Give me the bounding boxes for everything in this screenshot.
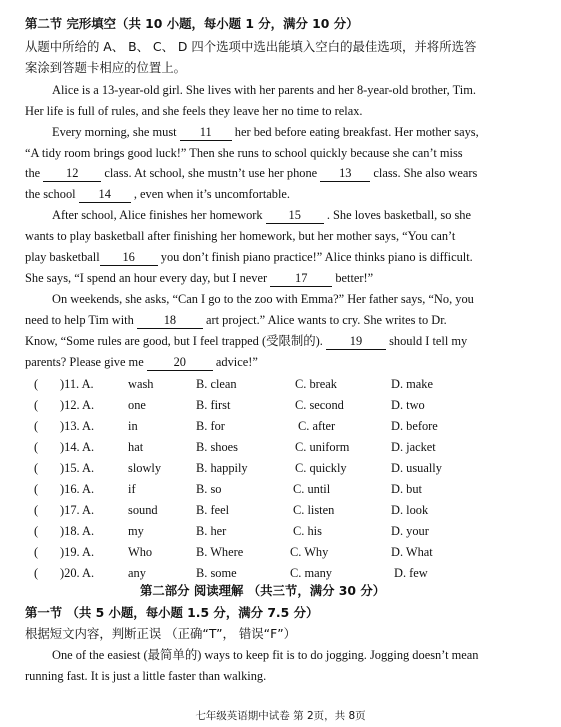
question-row bbox=[0, 542, 561, 562]
question-number: )16. A. bbox=[60, 482, 95, 496]
option-c: C. after bbox=[298, 419, 336, 433]
option-b: B. her bbox=[196, 524, 227, 538]
blank-17: 17 bbox=[270, 271, 332, 287]
option-c: C. Why bbox=[290, 545, 329, 559]
passage-line: On weekends, she asks, “Can I go to the zoo with Emma?” Her father says, “No, you bbox=[52, 292, 474, 306]
option-d: D. look bbox=[391, 503, 429, 517]
answer-paren: ( bbox=[34, 482, 39, 496]
option-a: in bbox=[128, 419, 138, 433]
blank-11: 11 bbox=[180, 125, 232, 141]
passage-line: wants to play basketball after finishing her homework, but her mother says, “You can’t bbox=[25, 229, 456, 243]
passage-line: Her life is full of rules, and she feels they leave her no time to relax. bbox=[25, 104, 363, 118]
question-number: )11. A. bbox=[60, 377, 94, 391]
passage-text: She says, “I spend an hour every day, but I never bbox=[25, 271, 268, 285]
option-b: B. for bbox=[196, 419, 225, 433]
question-number: )14. A. bbox=[60, 440, 95, 454]
option-b: B. so bbox=[196, 482, 222, 496]
passage-text: the bbox=[25, 166, 41, 180]
passage-line bbox=[25, 352, 258, 373]
question-row bbox=[0, 479, 561, 499]
passage-text: should I tell my bbox=[389, 334, 468, 348]
blank-12: 12 bbox=[43, 166, 101, 182]
passage-text: , even when it’s uncomfortable. bbox=[133, 187, 291, 201]
part2-title: 第二部分 阅读理解 （共三节，满分 30 分） bbox=[140, 583, 386, 598]
section2-title: 第二节 完形填空（共 10 小题，每小题 1 分，满分 10 分） bbox=[25, 16, 359, 31]
passage-text: her bed before eating breakfast. Her mother says, bbox=[234, 125, 479, 139]
option-b: B. some bbox=[196, 566, 237, 580]
question-row bbox=[0, 500, 561, 520]
option-d: D. before bbox=[391, 419, 438, 433]
question-number: )20. A. bbox=[60, 566, 95, 580]
question-row bbox=[0, 437, 561, 457]
passage-text: the school bbox=[25, 187, 76, 201]
option-a: slowly bbox=[128, 461, 162, 475]
option-b: B. Where bbox=[196, 545, 244, 559]
passage-text: After school, Alice finishes her homework bbox=[52, 208, 263, 222]
option-b: B. feel bbox=[196, 503, 230, 517]
answer-paren: ( bbox=[34, 461, 39, 475]
passage-text: Every morning, she must bbox=[52, 125, 177, 139]
answer-paren: ( bbox=[34, 524, 39, 538]
option-b: B. clean bbox=[196, 377, 237, 391]
passage-line: “A tidy room brings good luck!” Then she runs to school quickly because she can’t miss bbox=[25, 146, 463, 160]
passage-line bbox=[25, 184, 290, 205]
blank-18: 18 bbox=[137, 313, 203, 329]
option-a: one bbox=[128, 398, 146, 412]
passage-text: Know, “Some rules are good, but I feel trapped (受限制的). bbox=[25, 334, 323, 348]
option-d: D. but bbox=[391, 482, 422, 496]
passage-line bbox=[52, 205, 471, 226]
question-row bbox=[0, 374, 561, 394]
answer-paren: ( bbox=[34, 545, 39, 559]
question-row bbox=[0, 563, 561, 583]
passage-text: you don’t finish piano practice!” Alice thinks piano is difficult. bbox=[160, 250, 473, 264]
instructions-line-1: 从题中所给的 A、 B、 C、 D 四个选项中选出能填入空白的最佳选项，并将所选答 bbox=[25, 39, 477, 54]
section1-instructions: 根据短文内容，判断正误 （正确“T”， 错误“F”） bbox=[25, 626, 297, 641]
passage-text: better!” bbox=[335, 271, 374, 285]
blank-13: 13 bbox=[320, 166, 370, 182]
option-c: C. break bbox=[295, 377, 337, 391]
answer-paren: ( bbox=[34, 377, 39, 391]
passage-text: need to help Tim with bbox=[25, 313, 134, 327]
option-d: D. What bbox=[391, 545, 433, 559]
passage-text: play basketball bbox=[25, 250, 100, 264]
option-c: C. until bbox=[293, 482, 331, 496]
option-c: C. his bbox=[293, 524, 322, 538]
passage-text: . She loves basketball, so she bbox=[326, 208, 472, 222]
option-c: C. uniform bbox=[295, 440, 350, 454]
option-d: D. usually bbox=[391, 461, 442, 475]
option-c: C. listen bbox=[293, 503, 335, 517]
answer-paren: ( bbox=[34, 440, 39, 454]
question-row bbox=[0, 458, 561, 478]
option-a: Who bbox=[128, 545, 153, 559]
blank-15: 15 bbox=[266, 208, 324, 224]
blank-14: 14 bbox=[79, 187, 131, 203]
option-d: D. make bbox=[391, 377, 433, 391]
question-number: )17. A. bbox=[60, 503, 95, 517]
option-d: D. few bbox=[394, 566, 428, 580]
passage-line bbox=[25, 268, 373, 289]
passage-text: art project.” Alice wants to cry. She writes to Dr. bbox=[206, 313, 447, 327]
passage-line bbox=[25, 331, 467, 352]
question-number: )18. A. bbox=[60, 524, 95, 538]
option-d: D. jacket bbox=[391, 440, 436, 454]
option-b: B. first bbox=[196, 398, 231, 412]
option-a: hat bbox=[128, 440, 144, 454]
option-b: B. shoes bbox=[196, 440, 238, 454]
question-row bbox=[0, 521, 561, 541]
option-d: D. your bbox=[391, 524, 429, 538]
passage-text: advice!” bbox=[215, 355, 258, 369]
option-c: C. quickly bbox=[295, 461, 347, 475]
section1-title: 第一节 （共 5 小题，每小题 1.5 分，满分 7.5 分） bbox=[25, 605, 319, 620]
option-a: sound bbox=[128, 503, 158, 517]
answer-paren: ( bbox=[34, 419, 39, 433]
question-number: )12. A. bbox=[60, 398, 95, 412]
blank-19: 19 bbox=[326, 334, 386, 350]
passage-line: Alice is a 13-year-old girl. She lives with her parents and her 8-year-old brother, Tim. bbox=[52, 83, 476, 97]
answer-paren: ( bbox=[34, 503, 39, 517]
page-footer: 七年级英语期中试卷 第 2页，共 8页 bbox=[195, 710, 366, 722]
passage-text: parents? Please give me bbox=[25, 355, 144, 369]
option-d: D. two bbox=[391, 398, 425, 412]
passage-text: class. She also wears bbox=[373, 166, 478, 180]
passage-line bbox=[52, 122, 479, 143]
question-number: )19. A. bbox=[60, 545, 95, 559]
passage-line bbox=[25, 163, 477, 184]
passage-text: class. At school, she mustn’t use her phone bbox=[104, 166, 318, 180]
option-a: wash bbox=[128, 377, 154, 391]
answer-paren: ( bbox=[34, 566, 39, 580]
answer-paren: ( bbox=[34, 398, 39, 412]
blank-20: 20 bbox=[147, 355, 213, 371]
option-c: C. second bbox=[295, 398, 344, 412]
option-a: my bbox=[128, 524, 144, 538]
passage-line bbox=[25, 247, 473, 268]
option-a: any bbox=[128, 566, 146, 580]
question-number: )15. A. bbox=[60, 461, 95, 475]
reading-line: running fast. It is just a little faster than walking. bbox=[25, 669, 267, 683]
option-b: B. happily bbox=[196, 461, 248, 475]
passage-line bbox=[25, 310, 447, 331]
question-row bbox=[0, 395, 561, 415]
blank-16: 16 bbox=[100, 250, 158, 266]
reading-line: One of the easiest (最简单的) ways to keep fit is to do jogging. Jogging doesn’t mean bbox=[52, 648, 479, 662]
question-row bbox=[0, 416, 561, 436]
question-number: )13. A. bbox=[60, 419, 95, 433]
option-c: C. many bbox=[290, 566, 332, 580]
instructions-line-2: 案涂到答题卡相应的位置上。 bbox=[25, 60, 187, 75]
option-a: if bbox=[128, 482, 136, 496]
